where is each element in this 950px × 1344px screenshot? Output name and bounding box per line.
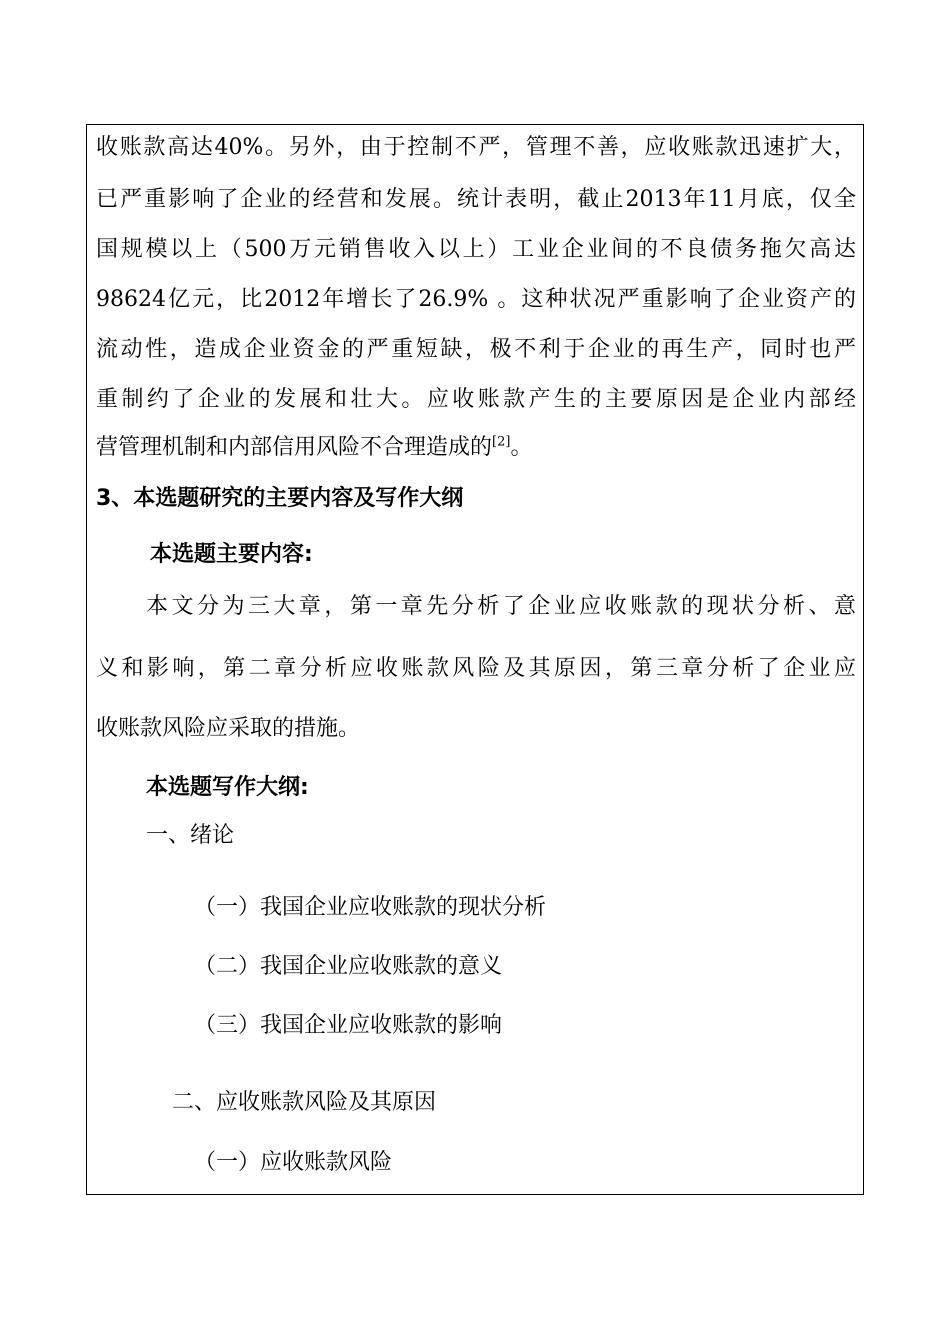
content-heading: 本选题主要内容:: [150, 542, 313, 567]
paragraph-line: 98624亿元，比2012年增长了26.9% 。这种状况严重影响了企业资产的: [96, 287, 856, 312]
paragraph-line: 流动性，造成企业资金的严重短缺，极不利于企业的再生产，同时也严: [96, 337, 856, 362]
outline-chapter-1: 一、绪论: [146, 823, 235, 848]
outline-item: （一）应收账款风险: [194, 1150, 393, 1175]
outline-heading: 本选题写作大纲:: [146, 775, 309, 800]
outline-item: （三）我国企业应收账款的影响: [194, 1013, 503, 1038]
content-line: 收账款风险应采取的措施。: [96, 716, 361, 741]
section-heading: 3、本选题研究的主要内容及写作大纲: [96, 486, 464, 511]
outline-item: （一）我国企业应收账款的现状分析: [194, 895, 547, 920]
paragraph-line: 已严重影响了企业的经营和发展。统计表明，截止2013年11月底，仅全: [96, 187, 856, 212]
paragraph-last-line: [96, 434, 856, 462]
paragraph-line: 国规模以上（500万元销售收入以上）工业企业间的不良债务拖欠高达: [96, 237, 856, 262]
paragraph-line: 重制约了企业的发展和壮大。应收账款产生的主要原因是企业内部经: [96, 387, 856, 412]
content-line: 本文分为三大章，第一章先分析了企业应收账款的现状分析、意: [146, 594, 856, 619]
content-line: 义和影响，第二章分析应收账款风险及其原因，第三章分析了企业应: [96, 656, 856, 681]
outline-chapter-2: 二、应收账款风险及其原因: [172, 1090, 437, 1115]
paragraph-line: 收账款高达40%。另外，由于控制不严，管理不善，应收账款迅速扩大，: [96, 135, 856, 160]
outline-item: （二）我国企业应收账款的意义: [194, 954, 503, 979]
paragraph-end-mark: 。: [510, 435, 533, 460]
paragraph-text: 营管理机制和内部信用风险不合理造成的: [96, 435, 493, 460]
citation-marker: [2]: [492, 434, 511, 450]
